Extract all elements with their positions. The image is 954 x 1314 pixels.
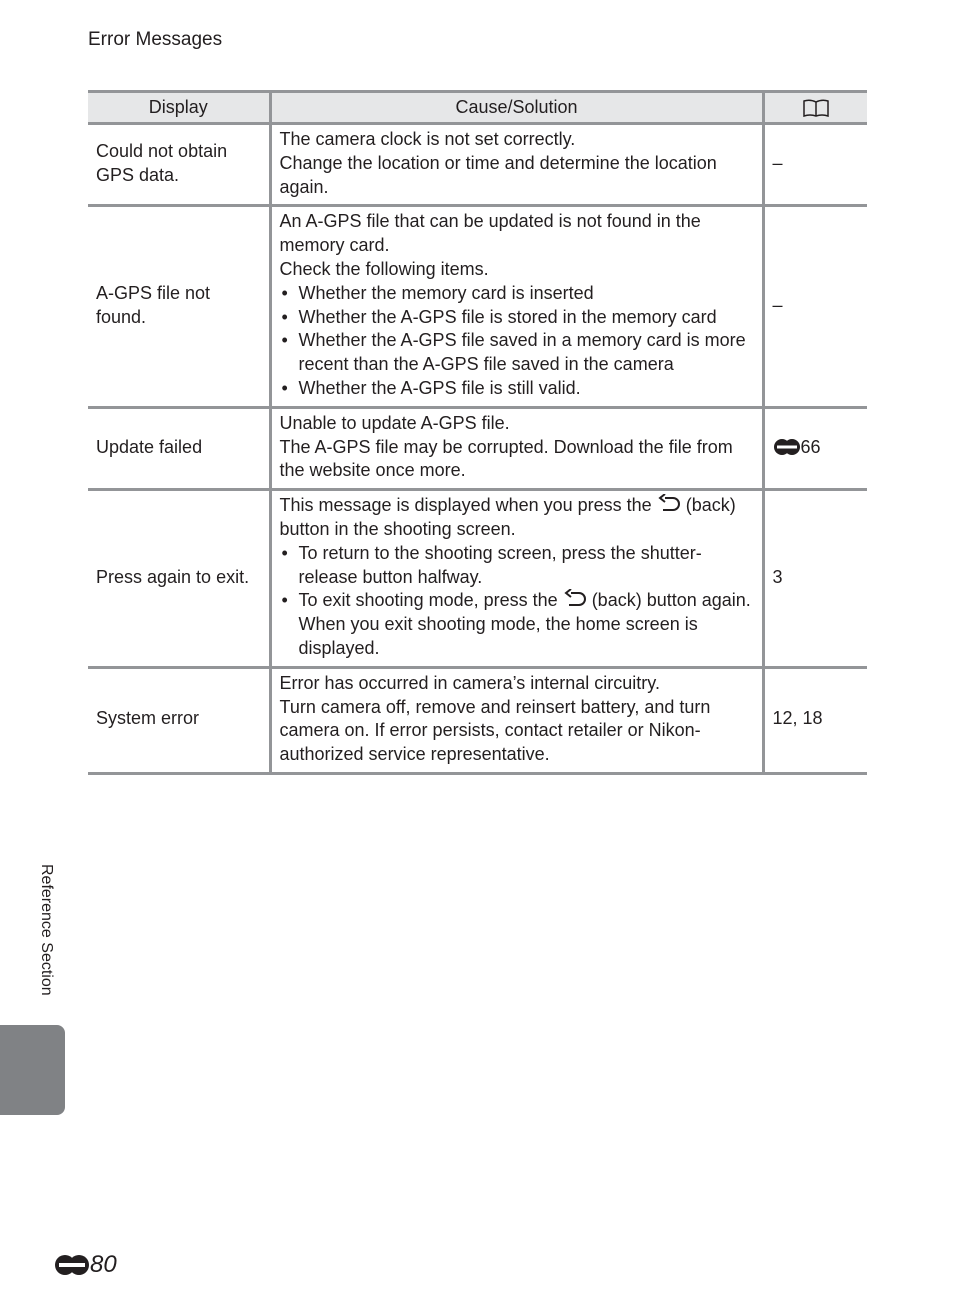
row-cause-solution (270, 206, 763, 407)
table-row (88, 407, 867, 489)
table-row (88, 206, 867, 407)
error-messages-table (88, 90, 867, 775)
page-number (54, 1250, 117, 1280)
section-title: Error Messages (88, 29, 223, 50)
e-section-icon (54, 1254, 90, 1276)
bullet-item: • Whether the A-GPS file is stored in the memory card (280, 306, 754, 330)
cause-line: Turn camera off, remove and reinsert battery, and turn camera on. If error persists, contact retailer or Nikon-authorized service representative. (279, 696, 711, 765)
row-cause-solution (270, 667, 763, 773)
bullet-item: • To return to the shooting screen, press the shutter-release button halfway. (280, 542, 754, 590)
row-reference (763, 407, 867, 489)
row-cause-solution (270, 490, 763, 668)
bullet-list (280, 542, 754, 661)
column-header-display: Display (88, 92, 270, 124)
bullet-item: • Whether the A-GPS file is still valid. (280, 377, 754, 401)
cause-line: Check the following items. (279, 258, 489, 279)
cause-line: Unable to update A-GPS file. (279, 412, 510, 433)
side-section-label: Reference Section (38, 864, 55, 996)
back-arrow-icon (563, 589, 587, 609)
row-reference: 12, 18 (763, 667, 867, 773)
row-cause-solution (270, 124, 763, 206)
cause-line: The camera clock is not set correctly. (279, 129, 576, 149)
table-row (88, 124, 867, 206)
row-display-text: Press again to exit. (88, 490, 270, 668)
table-row (88, 667, 867, 773)
cause-line: Change the location or time and determine the location again. (279, 152, 717, 197)
row-reference: 3 (763, 490, 867, 668)
book-icon (802, 98, 830, 118)
row-display-text: Could not obtain GPS data. (88, 124, 270, 206)
table-row (88, 490, 867, 668)
back-arrow-icon (657, 494, 681, 514)
side-section-tab (0, 1025, 65, 1115)
bullet-item: • Whether the A-GPS file saved in a memory card is more recent than the A-GPS file saved in the camera (280, 329, 754, 377)
row-reference: – (763, 124, 867, 206)
cause-line: This message is displayed when you press the (back) button in the shooting screen. (279, 495, 736, 539)
column-header-reference (763, 92, 867, 124)
cause-line: Error has occurred in camera’s internal circuitry. (279, 672, 660, 693)
bullet-item: • To exit shooting mode, press the (back) button again. When you exit shooting mode, the home screen is displayed. (280, 589, 754, 660)
page-number-text: 80 (90, 1251, 117, 1278)
row-display-text: System error (88, 667, 270, 773)
column-header-cause-solution: Cause/Solution (270, 92, 763, 124)
bullet-item: • Whether the memory card is inserted (280, 282, 754, 306)
bullet-list (280, 282, 754, 401)
reference-page: 66 (800, 436, 821, 457)
cause-line: The A-GPS file may be corrupted. Download the file from the website once more. (279, 436, 733, 481)
row-reference: – (763, 206, 867, 407)
cause-line: An A-GPS file that can be updated is not found in the memory card. (279, 211, 701, 256)
e-section-icon (773, 438, 801, 456)
row-display-text: A-GPS file not found. (88, 206, 270, 407)
row-display-text: Update failed (88, 407, 270, 489)
table-header-row (88, 92, 867, 124)
row-cause-solution (270, 407, 763, 489)
